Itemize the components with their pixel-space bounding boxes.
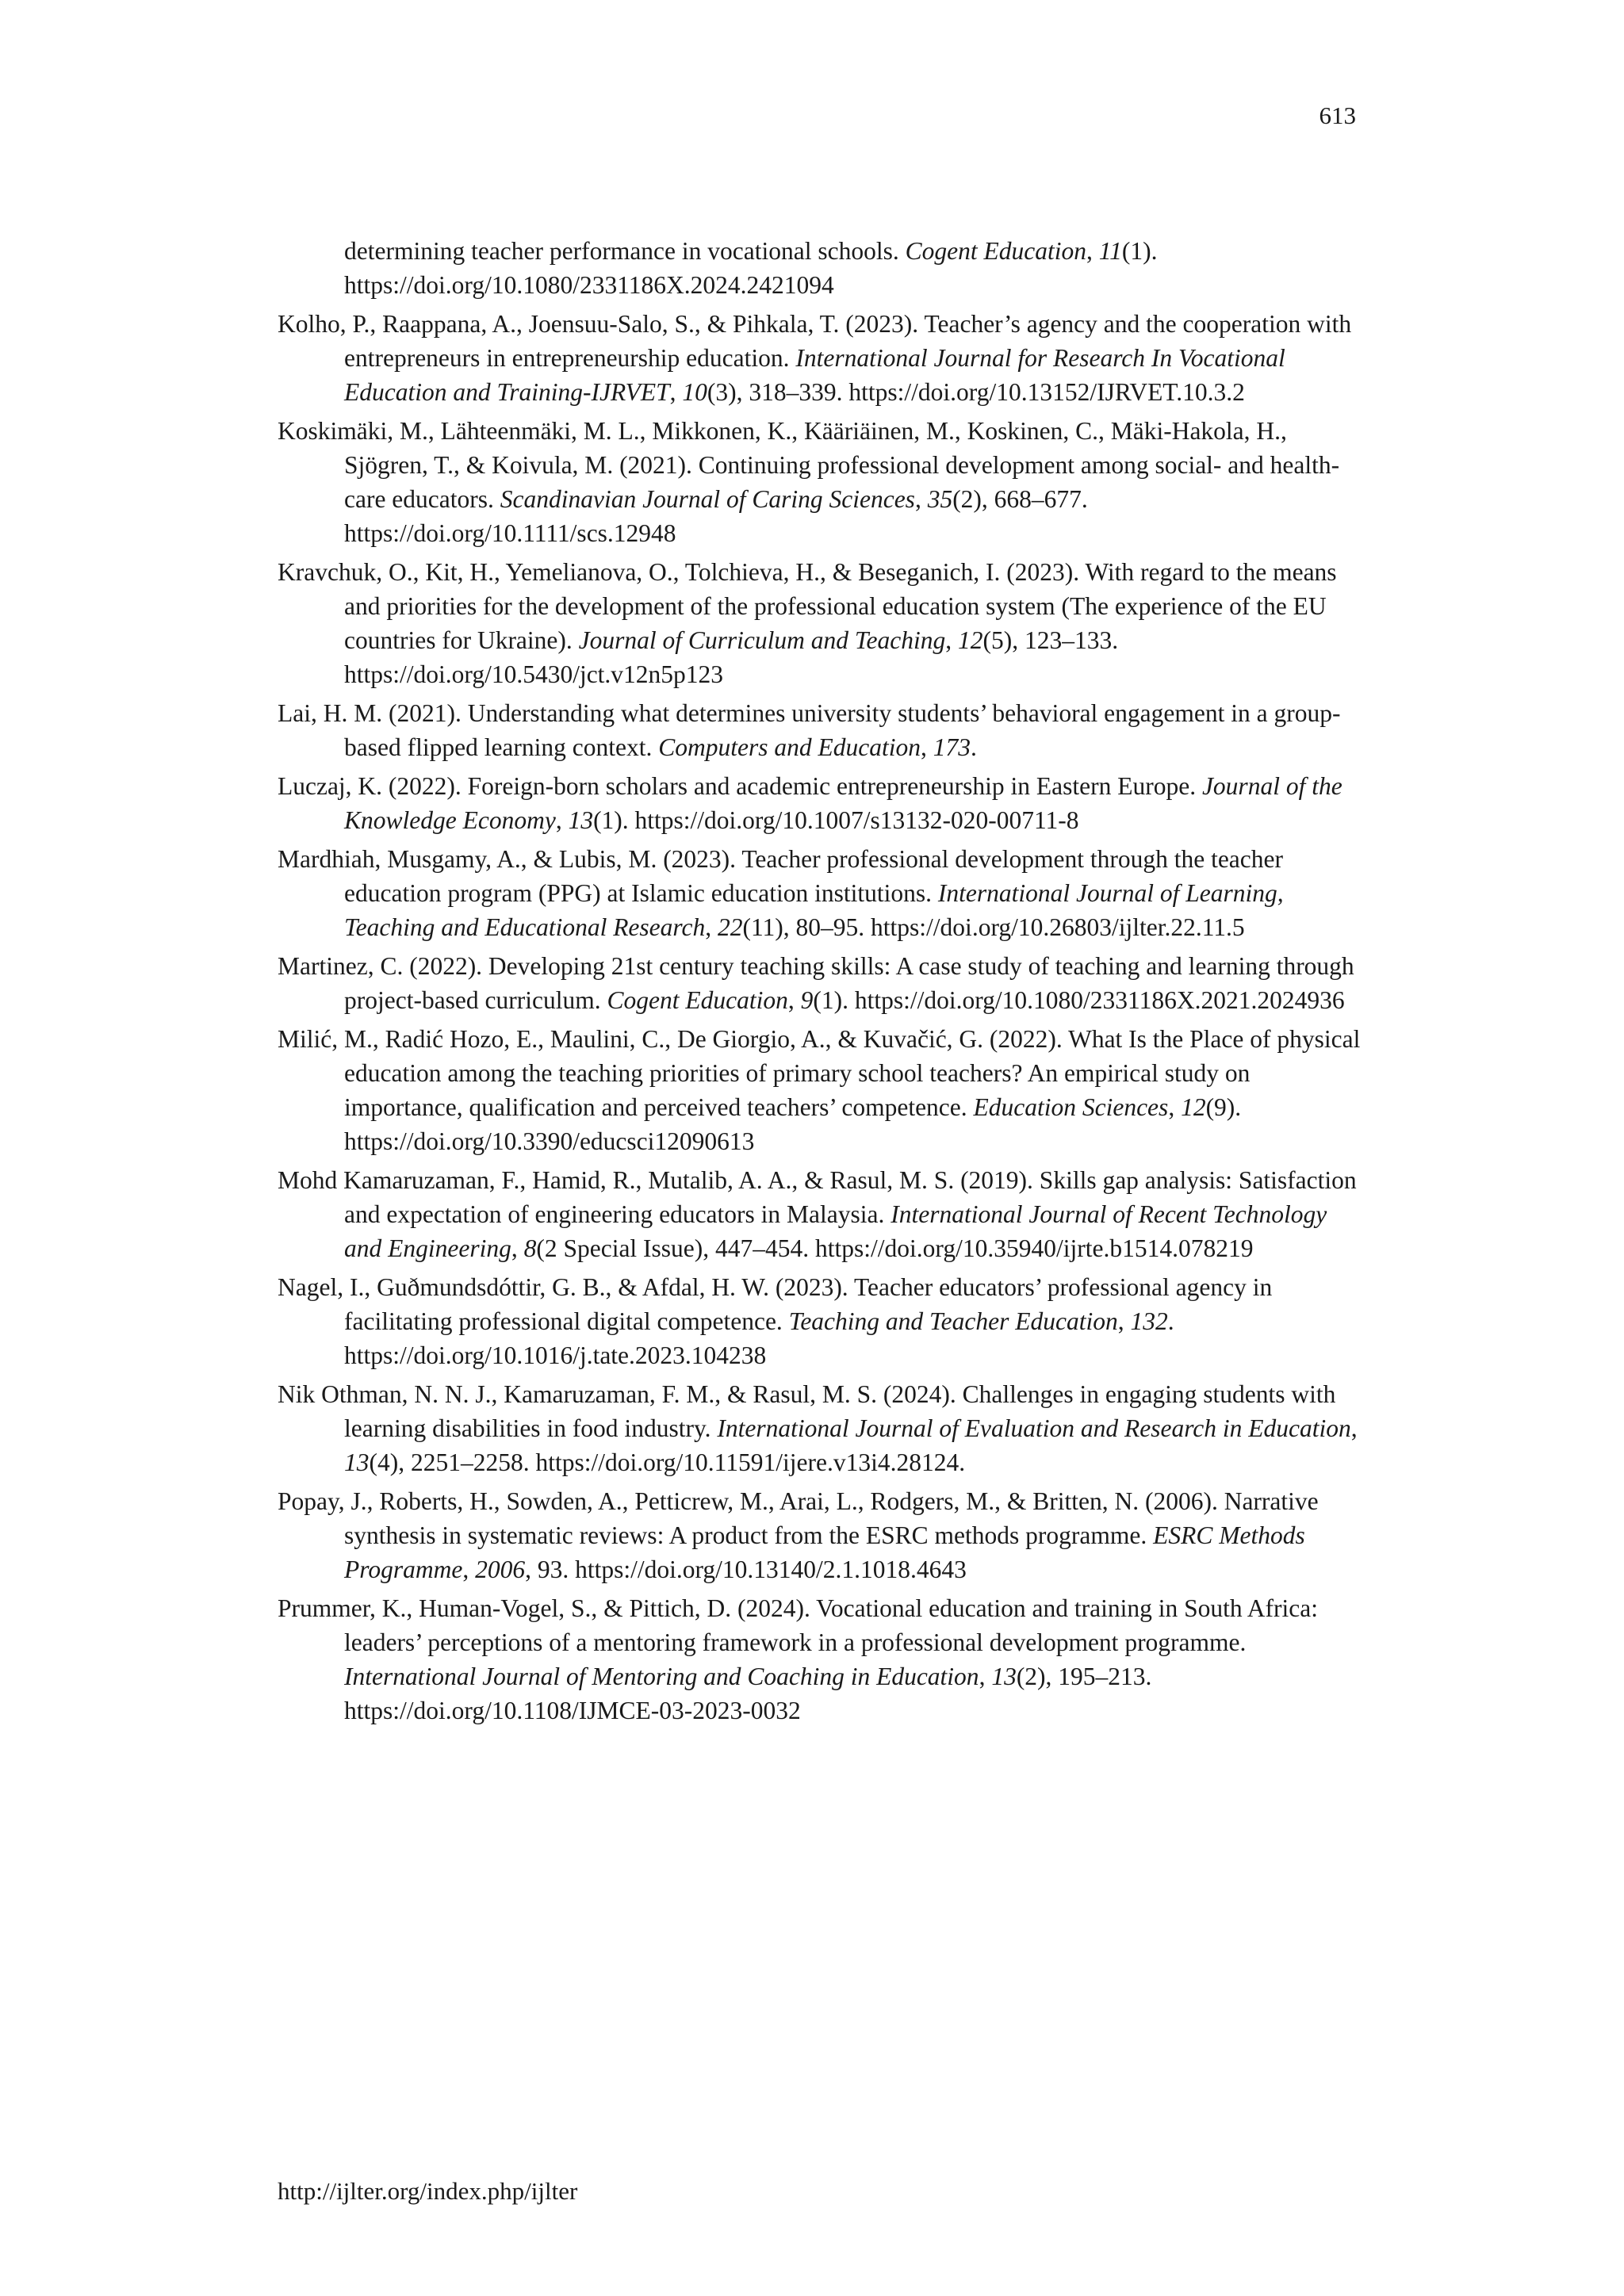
reference-text: Prummer, K., Human-Vogel, S., & Pittich, D. (2024). Vocational education and training in South Africa: leaders’ perceptions of a mentoring framework in a professional development programme.: [278, 1594, 1318, 1656]
reference-italic-text: International Journal of Learning, Teaching and Educational Research: [344, 879, 1284, 941]
reference-text: . https://doi.org/10.1016/j.tate.2023.104238: [344, 1307, 1174, 1369]
reference-text: ,: [787, 986, 801, 1014]
reference-text: Mohd Kamaruzaman, F., Hamid, R., Mutalib, A. A., & Rasul, M. S. (2019). Skills gap analysis: Satisfaction and expectation of engineering educators in Malaysia.: [278, 1166, 1357, 1228]
reference-text: (4), 2251–2258. https://doi.org/10.11591/ijere.v13i4.28124.: [369, 1448, 966, 1476]
reference-italic-text: International Journal of Recent Technology and Engineering: [344, 1200, 1327, 1262]
reference-text: Martinez, C. (2022). Developing 21st century teaching skills: A case study of teaching and learning through project-based curriculum.: [278, 952, 1354, 1014]
reference-italic-text: 9: [800, 986, 814, 1014]
reference-italic-text: Teaching and Teacher Education: [788, 1307, 1118, 1335]
reference-text: Kravchuk, O., Kit, H., Yemelianova, O., Tolchieva, H., & Beseganich, I. (2023). With regard to the means and priorities for the development of the professional education system (The experience of the EU countries for Ukraine).: [278, 558, 1337, 654]
reference-entry: [278, 1022, 1368, 1158]
reference-entry: [278, 949, 1368, 1017]
reference-entry: [278, 842, 1368, 944]
reference-text: ,: [511, 1234, 524, 1262]
reference-italic-text: 10: [682, 378, 707, 406]
reference-italic-text: Education Sciences: [973, 1093, 1169, 1121]
reference-entry-continuation: [278, 234, 1368, 302]
reference-italic-text: 22: [717, 913, 743, 941]
reference-text: (9). https://doi.org/10.3390/educsci12090613: [344, 1093, 1242, 1155]
reference-text: (11), 80–95. https://doi.org/10.26803/ijlter.22.11.5: [742, 913, 1245, 941]
page-number: 613: [1319, 101, 1356, 129]
reference-text: (1). https://doi.org/10.1007/s13132-020-00711-8: [593, 806, 1079, 834]
reference-text: Milić, M., Radić Hozo, E., Maulini, C., De Giorgio, A., & Kuvačić, G. (2022). What Is the Place of physical education among the teaching priorities of primary school teachers? An empirical study on importance, qualification and perceived teachers’ competence.: [278, 1025, 1361, 1121]
reference-text: ,: [1168, 1093, 1182, 1121]
reference-entry: [278, 1163, 1368, 1265]
reference-text: (2), 668–677. https://doi.org/10.1111/scs.12948: [344, 485, 1088, 547]
reference-italic-text: 8: [523, 1234, 537, 1262]
reference-text: Nik Othman, N. N. J., Kamaruzaman, F. M., & Rasul, M. S. (2024). Challenges in engaging students with learning disabilities in food industry.: [278, 1380, 1336, 1442]
reference-italic-text: 11: [1098, 237, 1122, 265]
reference-text: ,: [945, 626, 958, 654]
reference-entry: [278, 1484, 1368, 1586]
reference-text: , 93. https://doi.org/10.13140/2.1.1018.4643: [525, 1556, 967, 1583]
reference-list: [278, 234, 1368, 1732]
reference-text: determining teacher performance in vocational schools.: [344, 237, 906, 265]
reference-text: ,: [921, 733, 933, 761]
reference-text: Luczaj, K. (2022). Foreign-born scholars and academic entrepreneurship in Eastern Europe.: [278, 772, 1202, 800]
reference-text: ,: [1350, 1414, 1358, 1442]
reference-text: Mardhiah, Musgamy, A., & Lubis, M. (2023). Teacher professional development through the teacher education program (PPG) at Islamic education institutions.: [278, 845, 1283, 907]
reference-entry: [278, 555, 1368, 691]
reference-italic-text: Journal of the Knowledge Economy: [344, 772, 1342, 834]
reference-text: (1). https://doi.org/10.1080/2331186X.2024.2421094: [344, 237, 1158, 299]
reference-text: ,: [1086, 237, 1099, 265]
reference-text: (5), 123–133. https://doi.org/10.5430/jct.v12n5p123: [344, 626, 1119, 688]
reference-text: ,: [555, 806, 569, 834]
reference-entry: [278, 414, 1368, 550]
reference-text: Popay, J., Roberts, H., Sowden, A., Petticrew, M., Arai, L., Rodgers, M., & Britten, N. (2006). Narrative synthesis in systematic reviews: A product from the ESRC methods programme.: [278, 1487, 1319, 1549]
reference-italic-text: 12: [958, 626, 983, 654]
reference-italic-text: 13: [991, 1663, 1017, 1690]
reference-text: ,: [669, 378, 683, 406]
reference-entry: [278, 1591, 1368, 1728]
reference-text: Lai, H. M. (2021). Understanding what determines university students’ behavioral engagement in a group-based flipped learning context.: [278, 699, 1341, 761]
reference-text: ,: [979, 1663, 992, 1690]
reference-italic-text: Cogent Education: [607, 986, 788, 1014]
reference-italic-text: International Journal of Mentoring and Coaching in Education: [344, 1663, 979, 1690]
reference-italic-text: Scandinavian Journal of Caring Sciences: [500, 485, 915, 513]
reference-text: (2), 195–213. https://doi.org/10.1108/IJMCE-03-2023-0032: [344, 1663, 1152, 1724]
reference-text: ,: [705, 913, 718, 941]
reference-text: ,: [1117, 1307, 1131, 1335]
reference-text: (2 Special Issue), 447–454. https://doi.org/10.35940/ijrte.b1514.078219: [536, 1234, 1254, 1262]
reference-italic-text: Computers and Education: [658, 733, 921, 761]
reference-italic-text: Journal of Curriculum and Teaching: [578, 626, 946, 654]
reference-text: Koskimäki, M., Lähteenmäki, M. L., Mikkonen, K., Kääriäinen, M., Koskinen, C., Mäki-Hakola, H., Sjögren, T., & Koivula, M. (2021). Continuing professional development among social- and health-care educators.: [278, 417, 1340, 513]
reference-entry: [278, 769, 1368, 837]
reference-italic-text: 132: [1130, 1307, 1168, 1335]
reference-text: .: [971, 733, 977, 761]
reference-text: Kolho, P., Raappana, A., Joensuu-Salo, S., & Pihkala, T. (2023). Teacher’s agency and the cooperation with entrepreneurs in entrepreneurship education.: [278, 310, 1352, 372]
reference-italic-text: 2006: [475, 1556, 526, 1583]
reference-text: Nagel, I., Guðmundsdóttir, G. B., & Afdal, H. W. (2023). Teacher educators’ professional agency in facilitating professional digital competence.: [278, 1273, 1273, 1335]
reference-entry: [278, 1377, 1368, 1479]
reference-italic-text: 13: [568, 806, 594, 834]
reference-text: (1). https://doi.org/10.1080/2331186X.2021.2024936: [813, 986, 1345, 1014]
reference-entry: [278, 1270, 1368, 1372]
footer-url: http://ijlter.org/index.php/ijlter: [278, 2177, 578, 2205]
reference-text: ,: [462, 1556, 476, 1583]
reference-italic-text: International Journal of Evaluation and Research in Education: [717, 1414, 1351, 1442]
reference-italic-text: 13: [344, 1448, 370, 1476]
reference-italic-text: 173: [933, 733, 971, 761]
reference-italic-text: International Journal for Research In Vocational Education and Training-IJRVET: [344, 344, 1285, 406]
reference-entry: [278, 307, 1368, 409]
reference-italic-text: 12: [1181, 1093, 1206, 1121]
reference-italic-text: ESRC Methods Programme: [344, 1521, 1305, 1583]
reference-entry: [278, 696, 1368, 764]
reference-italic-text: 35: [927, 485, 953, 513]
reference-italic-text: Cogent Education: [905, 237, 1086, 265]
reference-text: (3), 318–339. https://doi.org/10.13152/IJRVET.10.3.2: [707, 378, 1245, 406]
reference-text: ,: [914, 485, 928, 513]
